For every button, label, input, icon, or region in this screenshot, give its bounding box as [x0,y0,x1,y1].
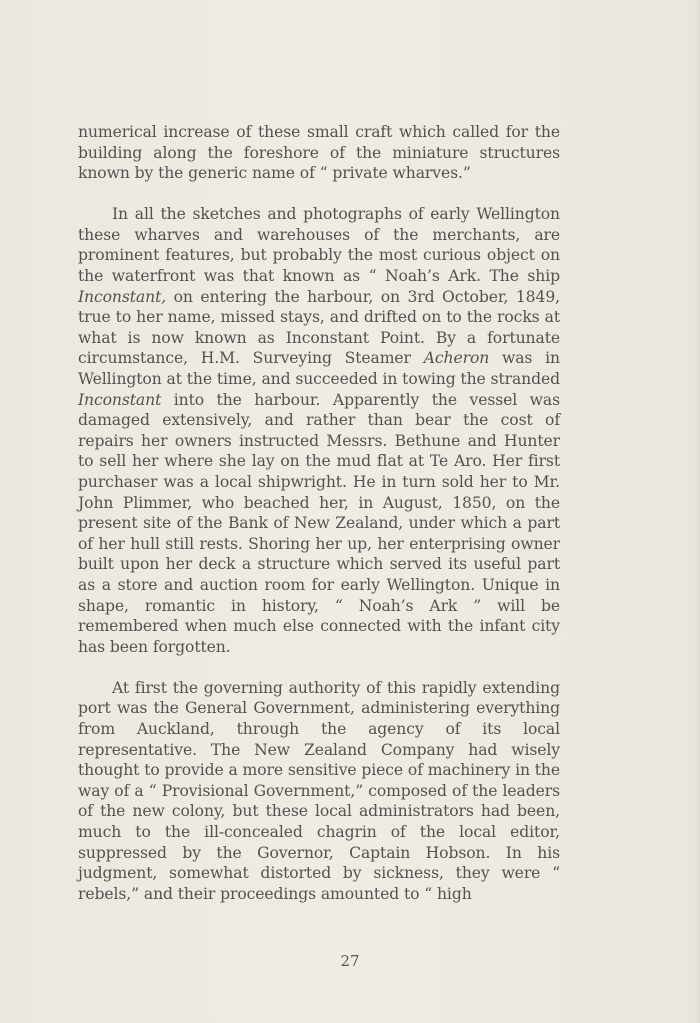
ship-name-acheron: Acheron [423,349,490,368]
ship-name-inconstant: Inconstant [78,390,162,409]
paragraph-1 [78,122,560,184]
paragraph-2-text-part: on entering the harbour, on 3rd October, 1849, true to her name, missed stays, and drifted on to the rocks at what is now known as Inconstant Point. By a fortunate circumstance, H.M. Surveying Steamer [78,287,560,368]
paragraph-2-text-part: In all the sketches and photographs of early Wellington these wharves and warehouses of the merchants, are prominent features, but probably the most curious object on the waterfront was that known as “ Noah’s Ark. The ship [78,205,560,286]
page-number: 27 [340,952,360,970]
paragraph-2-text-part: into the harbour. Apparently the vessel was damaged extensively, and rather than bear the cost of repairs her owners instructed Messrs. Bethune and Hunter to sell her where she lay on the mud flat at Te Aro. Her first purchaser was a local shipwright. He in turn sold her to Mr. John Plimmer, who beached her, in August, 1850, on the present site of the Bank of New Zealand, under which a part of her hull still rests. Shoring her up, her enterprising owner built upon her deck a structure which served its useful part as a store and auction room for early Wellington. Unique in shape, romantic in history, “ Noah’s Ark ” will be remembered when much else connected with the infant city has been forgotten. [78,390,560,656]
body-text [78,122,560,904]
paragraph-2 [78,204,560,657]
page-edge-shadow [694,0,700,1023]
paragraph-3-text: At first the governing authority of this rapidly extending port was the General Government, administering everything from Auckland, through the agency of its local representative. The New Zealand Company had wisely thought to provide a more sensitive piece of machinery in the way of a “ Provisional Government,” composed of the leaders of the new colony, but these local administrators had been, much to the ill-concealed chagrin of the local editor, suppressed by the Governor, Captain Hobson. In his judgment, somewhat distorted by sickness, they were “ rebels,” and their proceedings amounted to “ high [78,678,560,903]
paragraph-1-text: numerical increase of these small craft which called for the building along the foreshore of the miniature structures known by the generic name of “ private wharves.” [78,123,560,183]
ship-name-inconstant: Inconstant, [78,287,167,306]
paragraph-3 [78,678,560,905]
paragraph-2-text-part: was in Wellington at the time, and succeeded in towing the stranded [78,349,560,389]
